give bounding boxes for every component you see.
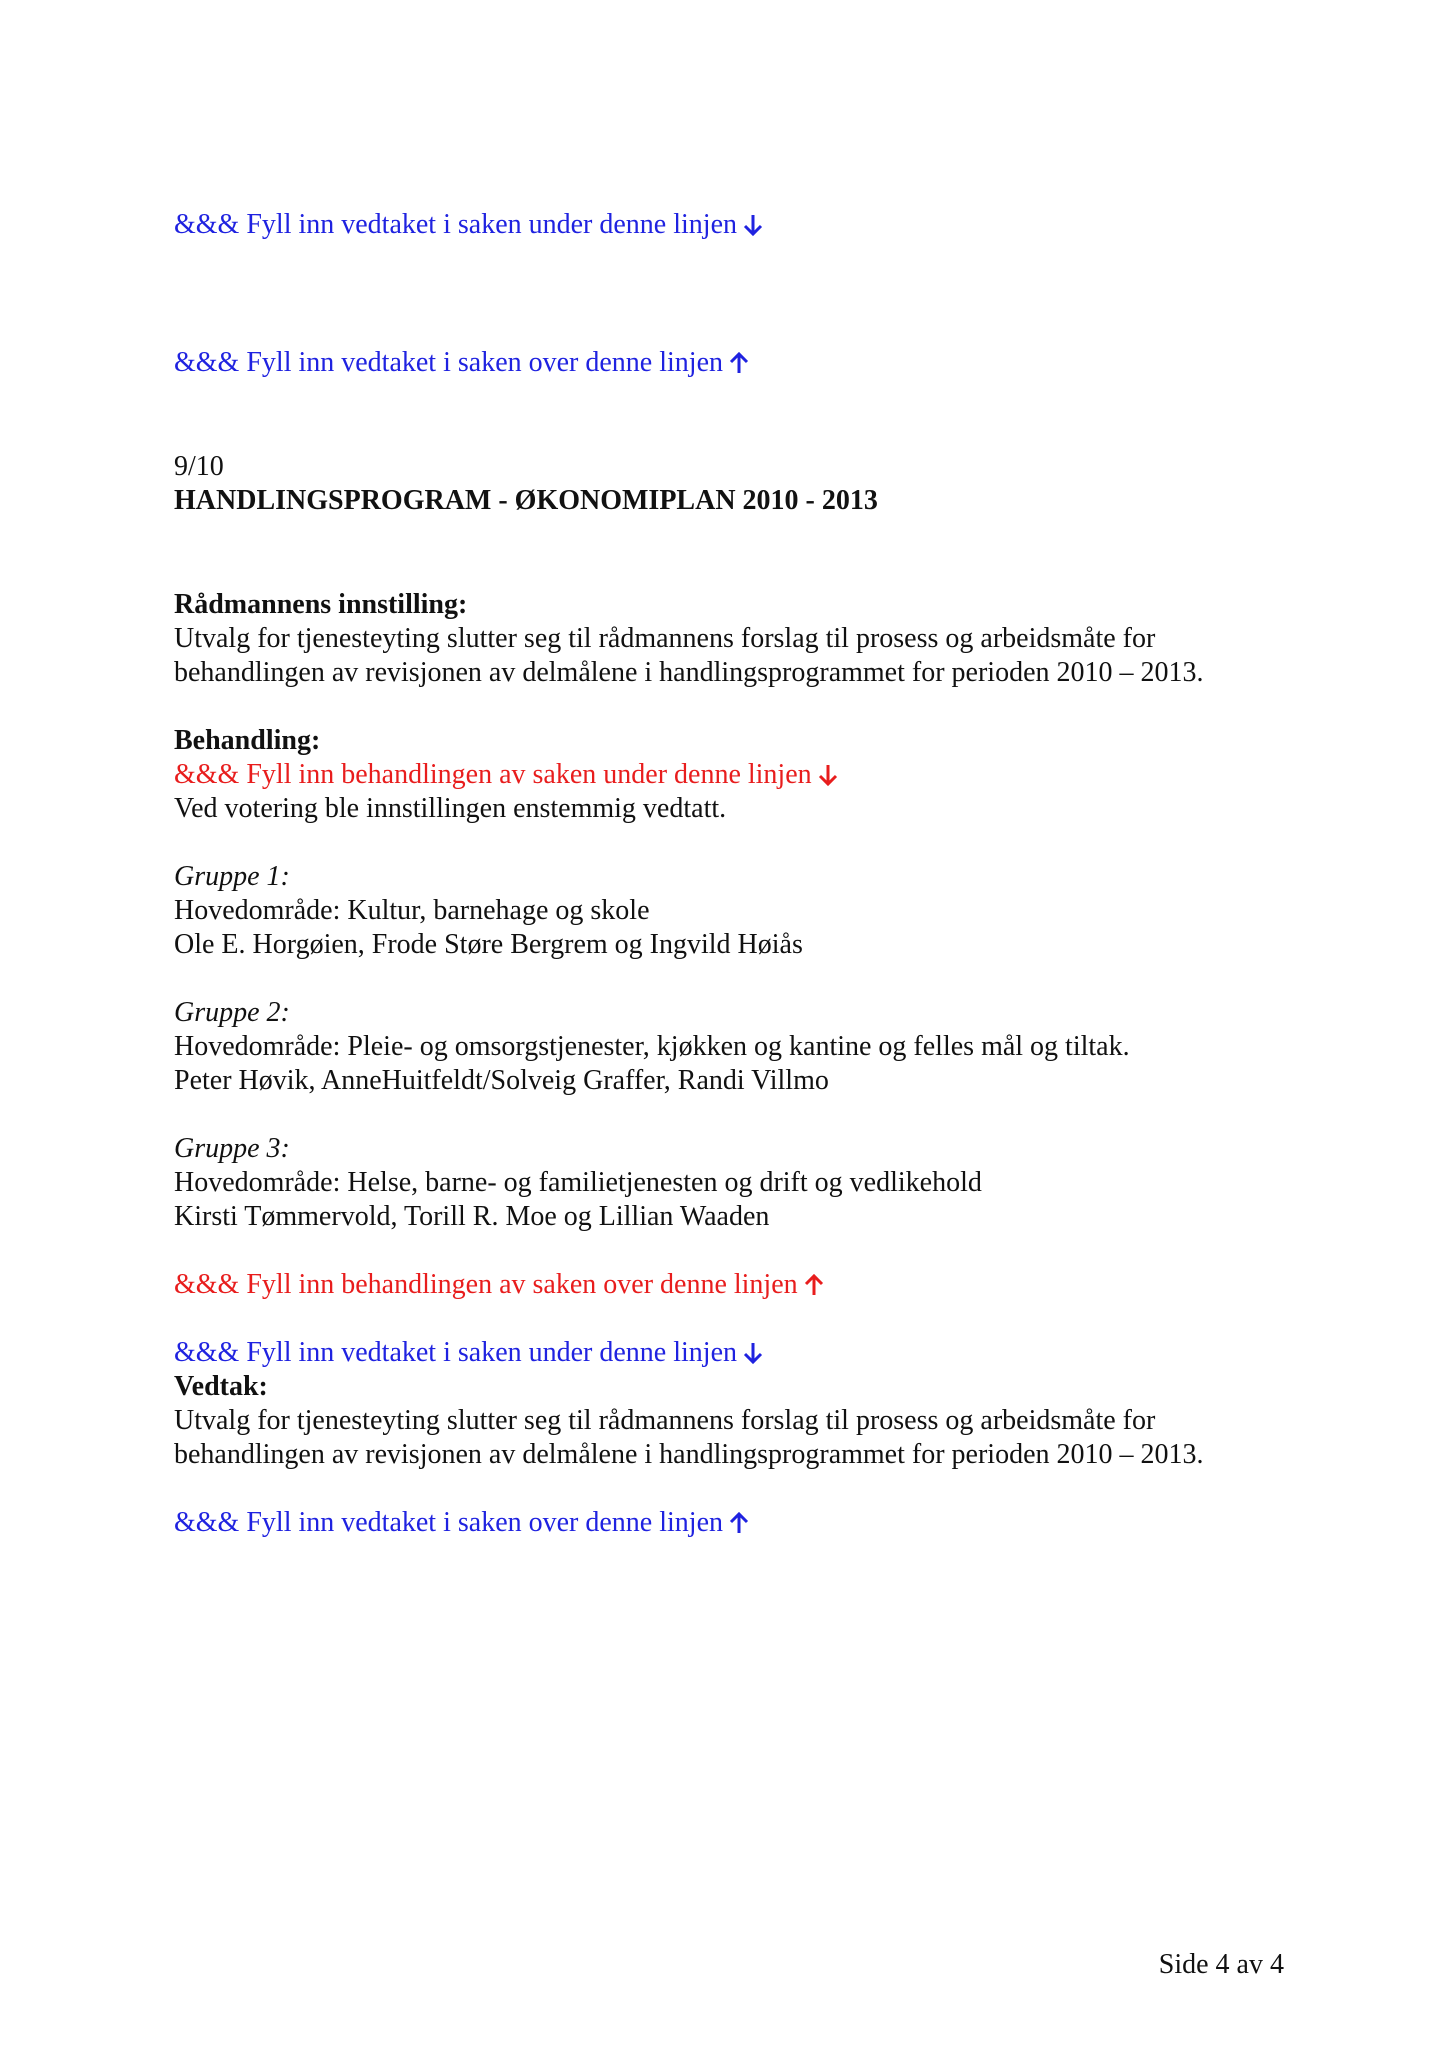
votering-text: Ved votering ble innstillingen enstemmig vedtatt.	[174, 793, 727, 824]
group-1-label: Gruppe 1:	[174, 861, 290, 892]
arrow-up-icon	[729, 1511, 749, 1535]
group-1-members: Ole E. Horgøien, Frode Støre Bergrem og Ingvild Høiås	[174, 929, 803, 960]
arrow-down-icon	[743, 213, 763, 237]
group-3-members: Kirsti Tømmervold, Torill R. Moe og Lillian Waaden	[174, 1201, 770, 1232]
vedtak-line-2: behandlingen av revisjonen av delmålene i handlingsprogrammet for perioden 2010 – 2013.	[174, 1439, 1204, 1470]
behandling-marker-over	[174, 1268, 824, 1302]
group-1-area: Hovedområde: Kultur, barnehage og skole	[174, 895, 650, 926]
innstilling-line-2: behandlingen av revisjonen av delmålene i handlingsprogrammet for perioden 2010 – 2013.	[174, 657, 1204, 688]
marker-text: &&& Fyll inn behandlingen av saken under denne linjen	[174, 759, 812, 790]
behandling-heading: Behandling:	[174, 725, 321, 756]
marker-text: &&& Fyll inn vedtaket i saken over denne linjen	[174, 1507, 723, 1538]
case-number: 9/10	[174, 451, 224, 482]
case-title: HANDLINGSPROGRAM - ØKONOMIPLAN 2010 - 2013	[174, 485, 878, 516]
marker-text: &&& Fyll inn vedtaket i saken under denne linjen	[174, 1337, 737, 1368]
page-footer: Side 4 av 4	[1158, 1949, 1284, 1980]
vedtak-marker-under-top	[174, 208, 763, 242]
group-2-members: Peter Høvik, AnneHuitfeldt/Solveig Graffer, Randi Villmo	[174, 1065, 829, 1096]
marker-text: &&& Fyll inn vedtaket i saken under denne linjen	[174, 209, 737, 240]
group-2-area: Hovedområde: Pleie- og omsorgstjenester, kjøkken og kantine og felles mål og tiltak.	[174, 1031, 1130, 1062]
vedtak-heading: Vedtak:	[174, 1371, 268, 1402]
vedtak-marker-over-top	[174, 346, 749, 380]
marker-text: &&& Fyll inn vedtaket i saken over denne linjen	[174, 347, 723, 378]
group-3-area: Hovedområde: Helse, barne- og familietjenesten og drift og vedlikehold	[174, 1167, 982, 1198]
arrow-down-icon	[743, 1341, 763, 1365]
innstilling-heading: Rådmannens innstilling:	[174, 589, 468, 620]
innstilling-line-1: Utvalg for tjenesteyting slutter seg til rådmannens forslag til prosess og arbeidsmåte for	[174, 623, 1156, 654]
arrow-up-icon	[729, 351, 749, 375]
marker-text: &&& Fyll inn behandlingen av saken over denne linjen	[174, 1269, 798, 1300]
arrow-down-icon	[818, 763, 838, 787]
vedtak-marker-over-bottom	[174, 1506, 749, 1540]
arrow-up-icon	[804, 1273, 824, 1297]
vedtak-marker-under-bottom	[174, 1336, 763, 1370]
behandling-marker-under	[174, 758, 838, 792]
group-3-label: Gruppe 3:	[174, 1133, 290, 1164]
group-2-label: Gruppe 2:	[174, 997, 290, 1028]
vedtak-line-1: Utvalg for tjenesteyting slutter seg til rådmannens forslag til prosess og arbeidsmåte for	[174, 1405, 1156, 1436]
